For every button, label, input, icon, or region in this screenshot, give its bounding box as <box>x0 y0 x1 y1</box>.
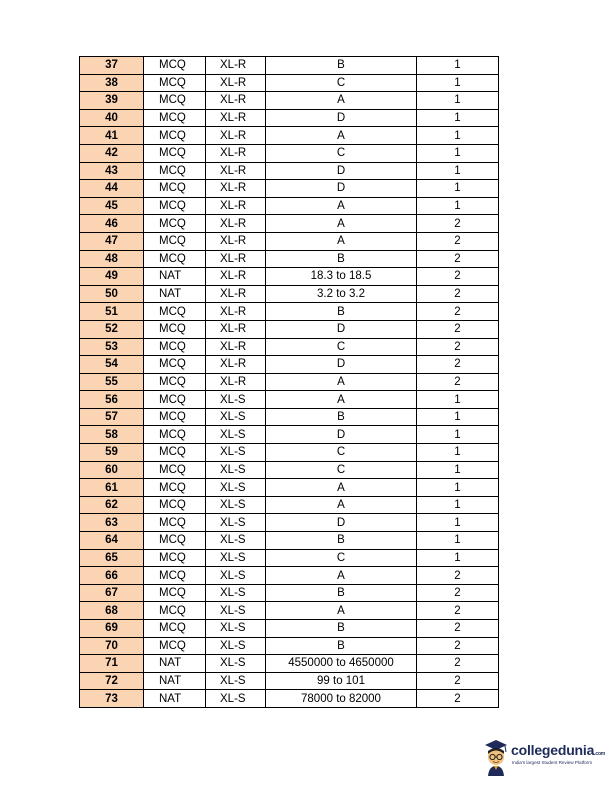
marks-cell: 2 <box>417 690 499 708</box>
section-cell: XL-S <box>206 391 266 409</box>
marks-cell: 2 <box>417 620 499 638</box>
answer-cell: A <box>266 479 417 497</box>
table-row <box>80 620 499 638</box>
section-cell: XL-S <box>206 690 266 708</box>
table-row <box>80 303 499 321</box>
section-cell: XL-R <box>206 285 266 303</box>
answer-cell: C <box>266 444 417 462</box>
question-number-cell: 37 <box>80 57 144 75</box>
table-row <box>80 162 499 180</box>
question-type-cell: MCQ <box>144 532 206 550</box>
answer-cell: B <box>266 408 417 426</box>
marks-cell: 2 <box>417 285 499 303</box>
marks-cell: 1 <box>417 532 499 550</box>
section-cell: XL-R <box>206 127 266 145</box>
question-number-cell: 63 <box>80 514 144 532</box>
question-number-cell: 46 <box>80 215 144 233</box>
question-number-cell: 70 <box>80 637 144 655</box>
brand-domain: .com <box>594 751 606 757</box>
section-cell: XL-R <box>206 109 266 127</box>
question-number-cell: 49 <box>80 268 144 286</box>
question-type-cell: MCQ <box>144 408 206 426</box>
answer-cell: A <box>266 92 417 110</box>
question-type-cell: MCQ <box>144 215 206 233</box>
marks-cell: 1 <box>417 127 499 145</box>
question-type-cell: MCQ <box>144 57 206 75</box>
question-number-cell: 40 <box>80 109 144 127</box>
table-row <box>80 672 499 690</box>
section-cell: XL-S <box>206 408 266 426</box>
question-number-cell: 73 <box>80 690 144 708</box>
section-cell: XL-R <box>206 74 266 92</box>
table-row <box>80 285 499 303</box>
answer-cell: 78000 to 82000 <box>266 690 417 708</box>
section-cell: XL-S <box>206 461 266 479</box>
question-type-cell: MCQ <box>144 144 206 162</box>
section-cell: XL-R <box>206 57 266 75</box>
answer-cell: 4550000 to 4650000 <box>266 655 417 673</box>
marks-cell: 2 <box>417 672 499 690</box>
question-number-cell: 39 <box>80 92 144 110</box>
table-row <box>80 444 499 462</box>
marks-cell: 1 <box>417 514 499 532</box>
question-number-cell: 69 <box>80 620 144 638</box>
table-row <box>80 567 499 585</box>
question-number-cell: 48 <box>80 250 144 268</box>
question-number-cell: 51 <box>80 303 144 321</box>
marks-cell: 2 <box>417 268 499 286</box>
table-row <box>80 426 499 444</box>
question-type-cell: MCQ <box>144 74 206 92</box>
answer-cell: D <box>266 514 417 532</box>
marks-cell: 2 <box>417 215 499 233</box>
question-type-cell: MCQ <box>144 391 206 409</box>
question-number-cell: 60 <box>80 461 144 479</box>
section-cell: XL-R <box>206 356 266 374</box>
answer-cell: A <box>266 373 417 391</box>
question-number-cell: 67 <box>80 584 144 602</box>
table-row <box>80 320 499 338</box>
section-cell: XL-R <box>206 373 266 391</box>
marks-cell: 2 <box>417 637 499 655</box>
answer-cell: B <box>266 250 417 268</box>
marks-cell: 2 <box>417 303 499 321</box>
section-cell: XL-R <box>206 268 266 286</box>
section-cell: XL-S <box>206 514 266 532</box>
section-cell: XL-R <box>206 338 266 356</box>
table-row <box>80 655 499 673</box>
question-type-cell: MCQ <box>144 496 206 514</box>
marks-cell: 2 <box>417 655 499 673</box>
question-type-cell: MCQ <box>144 373 206 391</box>
question-number-cell: 57 <box>80 408 144 426</box>
marks-cell: 1 <box>417 479 499 497</box>
answer-cell: A <box>266 391 417 409</box>
question-number-cell: 44 <box>80 180 144 198</box>
question-type-cell: MCQ <box>144 250 206 268</box>
section-cell: XL-R <box>206 197 266 215</box>
table-row <box>80 461 499 479</box>
question-number-cell: 43 <box>80 162 144 180</box>
question-number-cell: 58 <box>80 426 144 444</box>
question-type-cell: MCQ <box>144 303 206 321</box>
question-type-cell: MCQ <box>144 479 206 497</box>
section-cell: XL-S <box>206 479 266 497</box>
answer-cell: A <box>266 602 417 620</box>
question-type-cell: MCQ <box>144 127 206 145</box>
marks-cell: 1 <box>417 180 499 198</box>
question-type-cell: NAT <box>144 690 206 708</box>
question-number-cell: 47 <box>80 232 144 250</box>
answer-cell: A <box>266 232 417 250</box>
table-row <box>80 549 499 567</box>
question-type-cell: MCQ <box>144 444 206 462</box>
question-type-cell: MCQ <box>144 92 206 110</box>
table-row <box>80 215 499 233</box>
answer-cell: C <box>266 549 417 567</box>
question-number-cell: 56 <box>80 391 144 409</box>
answer-cell: C <box>266 338 417 356</box>
question-number-cell: 54 <box>80 356 144 374</box>
answer-cell: B <box>266 303 417 321</box>
table-row <box>80 250 499 268</box>
question-number-cell: 41 <box>80 127 144 145</box>
marks-cell: 1 <box>417 57 499 75</box>
answer-cell: 99 to 101 <box>266 672 417 690</box>
question-type-cell: NAT <box>144 268 206 286</box>
question-number-cell: 68 <box>80 602 144 620</box>
graduate-mascot-icon <box>481 738 511 778</box>
question-number-cell: 64 <box>80 532 144 550</box>
question-type-cell: MCQ <box>144 461 206 479</box>
table-row <box>80 532 499 550</box>
table-row <box>80 92 499 110</box>
table-row <box>80 373 499 391</box>
question-type-cell: MCQ <box>144 232 206 250</box>
table-row <box>80 391 499 409</box>
question-number-cell: 53 <box>80 338 144 356</box>
table-row <box>80 637 499 655</box>
answer-cell: B <box>266 532 417 550</box>
question-number-cell: 61 <box>80 479 144 497</box>
question-type-cell: MCQ <box>144 180 206 198</box>
question-type-cell: MCQ <box>144 426 206 444</box>
table-row <box>80 408 499 426</box>
question-type-cell: MCQ <box>144 109 206 127</box>
question-number-cell: 50 <box>80 285 144 303</box>
section-cell: XL-R <box>206 162 266 180</box>
question-number-cell: 62 <box>80 496 144 514</box>
question-number-cell: 38 <box>80 74 144 92</box>
marks-cell: 1 <box>417 408 499 426</box>
answer-cell: D <box>266 109 417 127</box>
section-cell: XL-S <box>206 549 266 567</box>
table-row <box>80 690 499 708</box>
section-cell: XL-R <box>206 92 266 110</box>
section-cell: XL-S <box>206 567 266 585</box>
question-type-cell: MCQ <box>144 197 206 215</box>
section-cell: XL-S <box>206 602 266 620</box>
question-type-cell: MCQ <box>144 584 206 602</box>
table-row <box>80 197 499 215</box>
question-type-cell: NAT <box>144 672 206 690</box>
table-row <box>80 584 499 602</box>
question-type-cell: MCQ <box>144 162 206 180</box>
question-type-cell: MCQ <box>144 637 206 655</box>
answer-cell: A <box>266 215 417 233</box>
marks-cell: 2 <box>417 356 499 374</box>
collegedunia-logo <box>481 738 609 778</box>
answer-cell: C <box>266 74 417 92</box>
marks-cell: 1 <box>417 549 499 567</box>
marks-cell: 1 <box>417 162 499 180</box>
answer-cell: C <box>266 144 417 162</box>
marks-cell: 2 <box>417 338 499 356</box>
brand-tagline: India's largest Student Review Platform <box>512 760 593 765</box>
table-row <box>80 496 499 514</box>
section-cell: XL-S <box>206 496 266 514</box>
section-cell: XL-R <box>206 144 266 162</box>
section-cell: XL-R <box>206 250 266 268</box>
question-number-cell: 65 <box>80 549 144 567</box>
question-number-cell: 66 <box>80 567 144 585</box>
section-cell: XL-S <box>206 426 266 444</box>
question-type-cell: NAT <box>144 285 206 303</box>
marks-cell: 2 <box>417 373 499 391</box>
section-cell: XL-S <box>206 584 266 602</box>
table-row <box>80 180 499 198</box>
section-cell: XL-R <box>206 320 266 338</box>
marks-cell: 1 <box>417 461 499 479</box>
question-type-cell: MCQ <box>144 356 206 374</box>
answer-cell: A <box>266 567 417 585</box>
marks-cell: 1 <box>417 197 499 215</box>
question-type-cell: MCQ <box>144 549 206 567</box>
marks-cell: 2 <box>417 602 499 620</box>
section-cell: XL-S <box>206 532 266 550</box>
answer-cell: D <box>266 320 417 338</box>
marks-cell: 2 <box>417 232 499 250</box>
table-row <box>80 109 499 127</box>
question-type-cell: MCQ <box>144 567 206 585</box>
marks-cell: 1 <box>417 74 499 92</box>
answer-cell: B <box>266 620 417 638</box>
section-cell: XL-S <box>206 672 266 690</box>
marks-cell: 1 <box>417 92 499 110</box>
table-row <box>80 57 499 75</box>
section-cell: XL-R <box>206 215 266 233</box>
section-cell: XL-R <box>206 180 266 198</box>
question-type-cell: MCQ <box>144 320 206 338</box>
marks-cell: 2 <box>417 320 499 338</box>
table-row <box>80 479 499 497</box>
section-cell: XL-S <box>206 637 266 655</box>
table-row <box>80 127 499 145</box>
answer-cell: A <box>266 496 417 514</box>
answer-cell: D <box>266 180 417 198</box>
section-cell: XL-R <box>206 232 266 250</box>
answer-cell: A <box>266 127 417 145</box>
answer-cell: B <box>266 584 417 602</box>
question-number-cell: 45 <box>80 197 144 215</box>
answer-cell: D <box>266 162 417 180</box>
answer-cell: 3.2 to 3.2 <box>266 285 417 303</box>
question-type-cell: MCQ <box>144 514 206 532</box>
marks-cell: 2 <box>417 567 499 585</box>
brand-wordmark: collegedunia <box>511 742 595 758</box>
answer-cell: D <box>266 426 417 444</box>
answer-cell: A <box>266 197 417 215</box>
table-row <box>80 232 499 250</box>
marks-cell: 1 <box>417 496 499 514</box>
section-cell: XL-S <box>206 444 266 462</box>
answer-cell: D <box>266 356 417 374</box>
table-row <box>80 74 499 92</box>
question-type-cell: NAT <box>144 655 206 673</box>
marks-cell: 1 <box>417 426 499 444</box>
table-row <box>80 514 499 532</box>
question-number-cell: 55 <box>80 373 144 391</box>
answer-cell: B <box>266 637 417 655</box>
section-cell: XL-S <box>206 655 266 673</box>
marks-cell: 1 <box>417 391 499 409</box>
section-cell: XL-S <box>206 620 266 638</box>
table-row <box>80 338 499 356</box>
answer-cell: B <box>266 57 417 75</box>
question-type-cell: MCQ <box>144 338 206 356</box>
table-row <box>80 602 499 620</box>
answer-cell: C <box>266 461 417 479</box>
question-number-cell: 42 <box>80 144 144 162</box>
marks-cell: 2 <box>417 250 499 268</box>
question-type-cell: MCQ <box>144 602 206 620</box>
section-cell: XL-R <box>206 303 266 321</box>
question-number-cell: 52 <box>80 320 144 338</box>
marks-cell: 1 <box>417 444 499 462</box>
brand-name <box>511 742 605 758</box>
question-type-cell: MCQ <box>144 620 206 638</box>
marks-cell: 1 <box>417 109 499 127</box>
table-row <box>80 268 499 286</box>
marks-cell: 2 <box>417 584 499 602</box>
question-number-cell: 71 <box>80 655 144 673</box>
question-number-cell: 72 <box>80 672 144 690</box>
answer-key-table <box>79 56 499 708</box>
answer-cell: 18.3 to 18.5 <box>266 268 417 286</box>
table-row <box>80 356 499 374</box>
question-number-cell: 59 <box>80 444 144 462</box>
table-row <box>80 144 499 162</box>
marks-cell: 1 <box>417 144 499 162</box>
